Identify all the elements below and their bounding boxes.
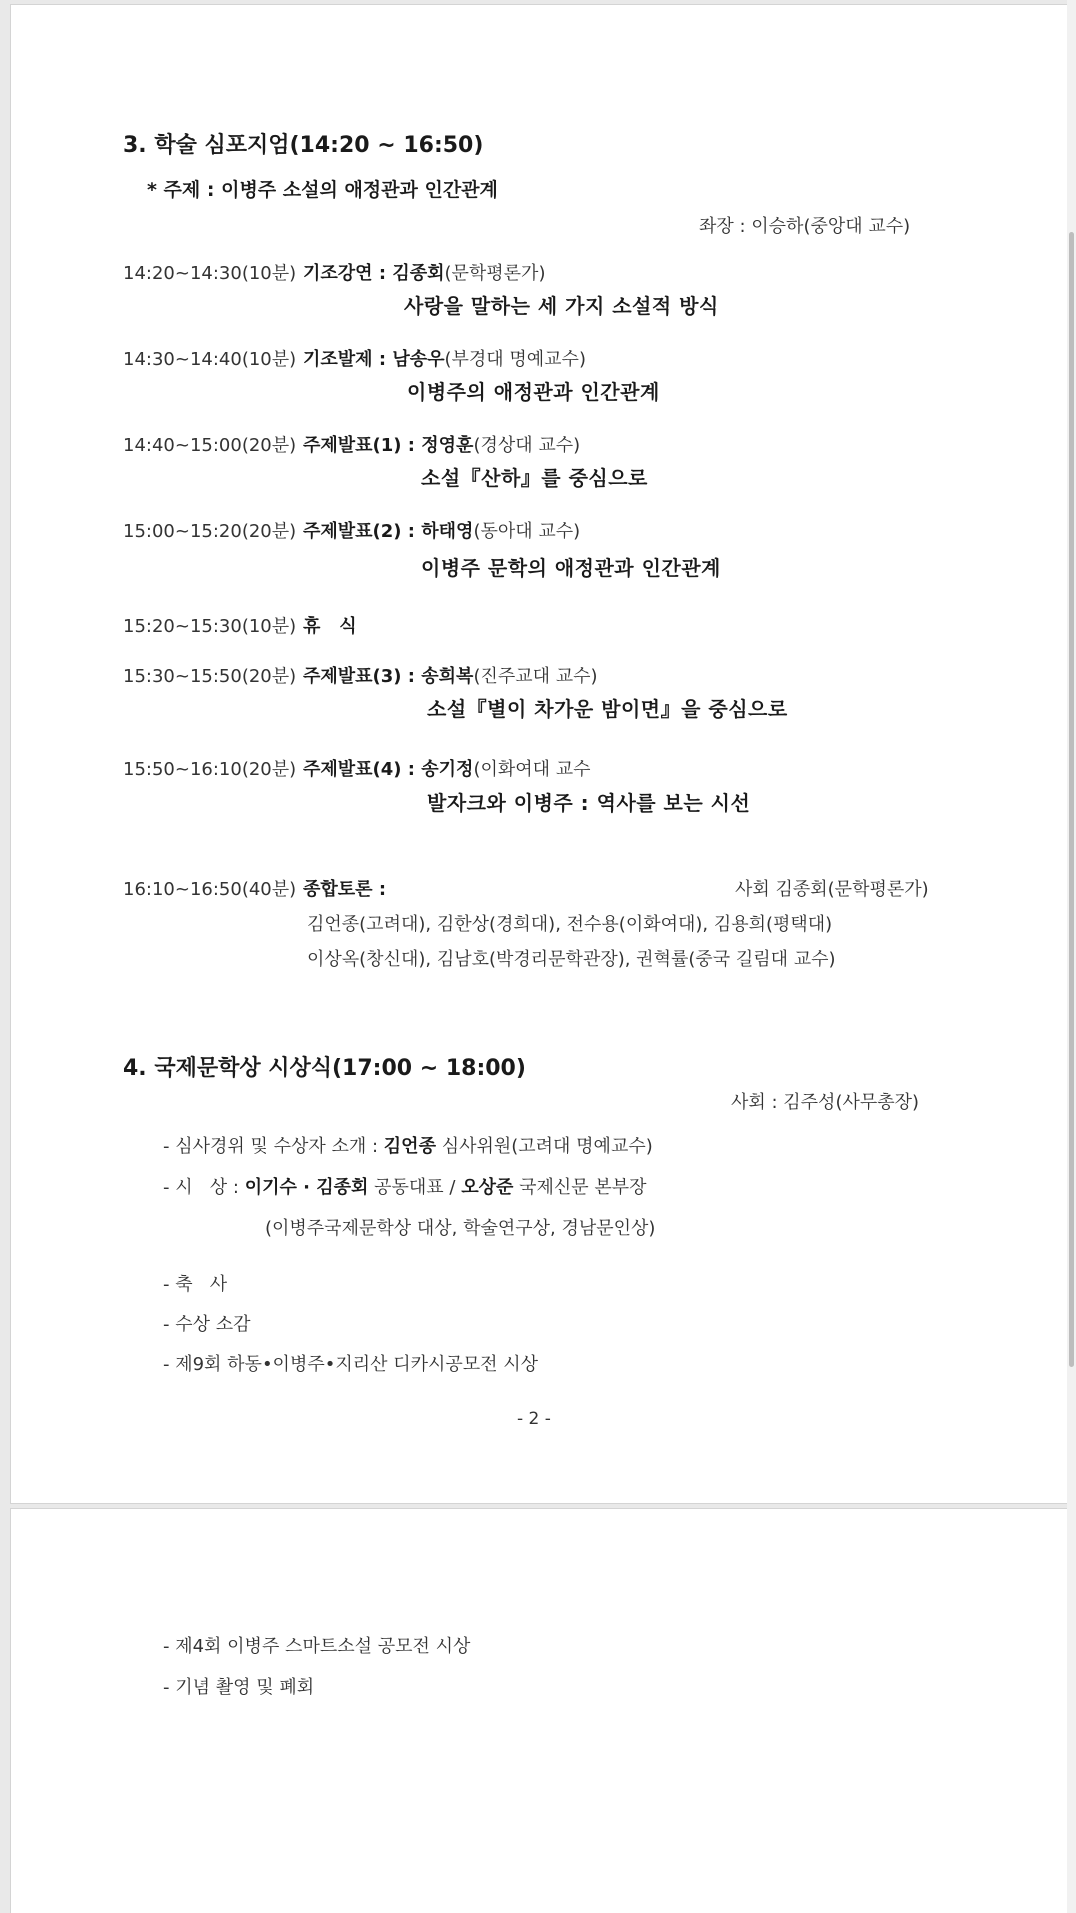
judge-title: 심사위원(고려대 명예교수): [441, 1136, 653, 1157]
schedule-time: 15:20~15:30(10분): [123, 616, 297, 637]
discussion-role: 종합토론 :: [303, 879, 387, 900]
presentation-title: 이병주 문학의 애정관과 인간관계: [421, 556, 721, 580]
symposium-topic: * 주제 : 이병주 소설의 애정관과 인간관계: [147, 179, 498, 201]
schedule-role: [303, 755, 591, 781]
schedule-role-label: 기조강연 :: [303, 263, 387, 284]
ceremony-item-congrats: - 축 사: [163, 1274, 228, 1295]
ceremony-item-review: [163, 1132, 653, 1158]
section4-heading: 4. 국제문학상 시상식(17:00 ~ 18:00): [123, 1056, 526, 1081]
document-page-3: [10, 1508, 1069, 1913]
speaker-name: 송기정: [421, 759, 474, 780]
schedule-role: [303, 662, 598, 688]
ceremony-item-speech: - 수상 소감: [163, 1314, 251, 1335]
item-prefix: - 심사경위 및 수상자 소개 :: [163, 1136, 379, 1157]
schedule-role-label: 주제발표(3) :: [303, 666, 415, 687]
schedule-role: [303, 345, 586, 371]
discussion-moderator: 사회 김종회(문학평론가): [735, 879, 929, 900]
break-label: 휴 식: [303, 616, 357, 637]
schedule-time: 14:20~14:30(10분): [123, 263, 297, 284]
vertical-scrollbar[interactable]: [1067, 0, 1076, 1913]
speaker-affiliation: (문학평론가): [444, 263, 546, 284]
document-page-2: [10, 4, 1069, 1504]
presentation-title: 소설『산하』를 중심으로: [421, 466, 648, 490]
presenter-names: 이기수 · 김종회: [244, 1177, 369, 1198]
schedule-time: 14:30~14:40(10분): [123, 349, 297, 370]
schedule-role: [303, 517, 580, 543]
presentation-title: 이병주의 애정관과 인간관계: [407, 380, 660, 404]
item-prefix: - 시 상 :: [163, 1177, 239, 1198]
schedule-role: [303, 259, 545, 285]
presenter-title: 공동대표 /: [374, 1177, 456, 1198]
ceremony-item-closing: - 기념 촬영 및 폐회: [163, 1677, 315, 1698]
speaker-name: 남송우: [392, 349, 445, 370]
discussion-panel-line1: 김언종(고려대), 김한상(경희대), 전수용(이화여대), 김용희(평택대): [307, 914, 833, 935]
schedule-time: 14:40~15:00(20분): [123, 435, 297, 456]
ceremony-item-smartnovel: - 제4회 이병주 스마트소설 공모전 시상: [163, 1636, 471, 1657]
presentation-title: 사랑을 말하는 세 가지 소설적 방식: [404, 294, 719, 318]
presenter-name-2: 오상준: [461, 1177, 514, 1198]
schedule-role-label: 주제발표(1) :: [303, 435, 415, 456]
symposium-chair: 좌장 : 이승하(중앙대 교수): [699, 216, 911, 237]
schedule-time: 15:00~15:20(20분): [123, 521, 297, 542]
schedule-role: [303, 431, 580, 457]
speaker-name: 김종회: [392, 263, 445, 284]
presentation-title: 발자크와 이병주 : 역사를 보는 시선: [427, 791, 751, 815]
award-list: (이병주국제문학상 대상, 학술연구상, 경남문인상): [265, 1218, 656, 1239]
section3-heading: 3. 학술 심포지엄(14:20 ~ 16:50): [123, 133, 484, 158]
speaker-name: 송희복: [421, 666, 474, 687]
speaker-affiliation: (부경대 명예교수): [444, 349, 586, 370]
ceremony-host: 사회 : 김주성(사무총장): [731, 1092, 920, 1113]
speaker-name: 하태영: [421, 521, 474, 542]
page-number: - 2 -: [517, 1409, 551, 1429]
presentation-title: 소설『별이 차가운 밤이면』을 중심으로: [427, 697, 788, 721]
speaker-affiliation: (동아대 교수): [473, 521, 581, 542]
speaker-affiliation: (진주교대 교수): [473, 666, 598, 687]
speaker-name: 정영훈: [421, 435, 474, 456]
judge-name: 김언종: [383, 1136, 436, 1157]
schedule-time: 15:50~16:10(20분): [123, 759, 297, 780]
schedule-role-label: 기조발제 :: [303, 349, 387, 370]
schedule-role-label: 주제발표(2) :: [303, 521, 415, 542]
speaker-affiliation: (이화여대 교수: [473, 759, 591, 780]
schedule-role-label: 주제발표(4) :: [303, 759, 415, 780]
discussion-panel-line2: 이상옥(창신대), 김남호(박경리문학관장), 권혁률(중국 길림대 교수): [307, 949, 836, 970]
ceremony-item-dicapoem: - 제9회 하동•이병주•지리산 디카시공모전 시상: [163, 1354, 539, 1375]
presenter-title-2: 국제신문 본부장: [519, 1177, 647, 1198]
speaker-affiliation: (경상대 교수): [473, 435, 581, 456]
scrollbar-thumb[interactable]: [1069, 232, 1074, 1367]
discussion-time: 16:10~16:50(40분): [123, 879, 297, 900]
ceremony-item-award: [163, 1173, 647, 1199]
schedule-time: 15:30~15:50(20분): [123, 666, 297, 687]
